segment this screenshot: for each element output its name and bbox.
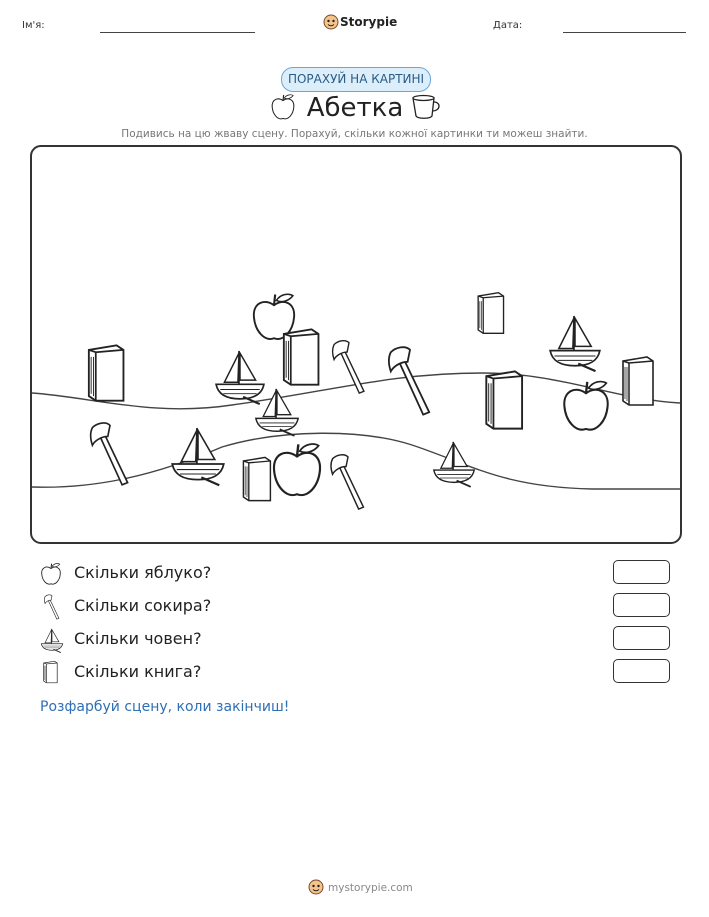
instructions-text: Подивись на цю жваву сцену. Порахуй, скільки кожної картинки ти можеш знайти. (121, 128, 588, 140)
apple-icon[interactable] (560, 378, 612, 434)
book-icon[interactable] (472, 291, 508, 335)
book-icon[interactable] (276, 327, 324, 387)
mug-icon (410, 94, 442, 120)
answer-box-apple[interactable] (613, 560, 670, 584)
date-label: Дата: (493, 20, 523, 31)
brand-logo-text: Storypie (340, 15, 398, 29)
axe-icon[interactable] (80, 421, 140, 487)
question-book: Скільки книга? (74, 662, 202, 681)
name-line[interactable] (100, 32, 255, 33)
boat-icon[interactable] (254, 383, 300, 439)
footer-url[interactable]: mystorypie.com (328, 882, 413, 894)
date-line[interactable] (563, 32, 686, 33)
activity-badge: ПОРАХУЙ НА КАРТИНІ (281, 67, 431, 92)
boat-icon[interactable] (432, 435, 476, 491)
book-icon[interactable] (238, 455, 274, 503)
question-axe: Скільки сокира? (74, 596, 212, 615)
answer-box-book[interactable] (613, 659, 670, 683)
book-icon (41, 660, 59, 684)
book-icon[interactable] (80, 343, 130, 403)
answer-box-axe[interactable] (613, 593, 670, 617)
boat-icon (40, 627, 64, 653)
counting-scene (30, 145, 682, 544)
axe-icon[interactable] (380, 345, 440, 417)
question-boat: Скільки човен? (74, 629, 202, 648)
storypie-logo-icon (323, 14, 339, 30)
boat-icon[interactable] (170, 421, 226, 489)
book-icon[interactable] (478, 369, 528, 431)
axe-icon[interactable] (325, 339, 373, 395)
boat-icon[interactable] (548, 311, 602, 373)
coloring-note: Розфарбуй сцену, коли закінчиш! (40, 699, 290, 715)
question-apple: Скільки яблуко? (74, 563, 212, 582)
book-icon[interactable] (616, 355, 658, 407)
apple-icon (40, 562, 62, 586)
page-title: Абетка (306, 93, 404, 123)
answer-box-boat[interactable] (613, 626, 670, 650)
apple-icon[interactable] (270, 440, 324, 500)
storypie-logo-icon (308, 879, 324, 895)
axe-icon (40, 594, 64, 620)
axe-icon[interactable] (324, 453, 372, 511)
name-label: Ім'я: (22, 20, 45, 31)
